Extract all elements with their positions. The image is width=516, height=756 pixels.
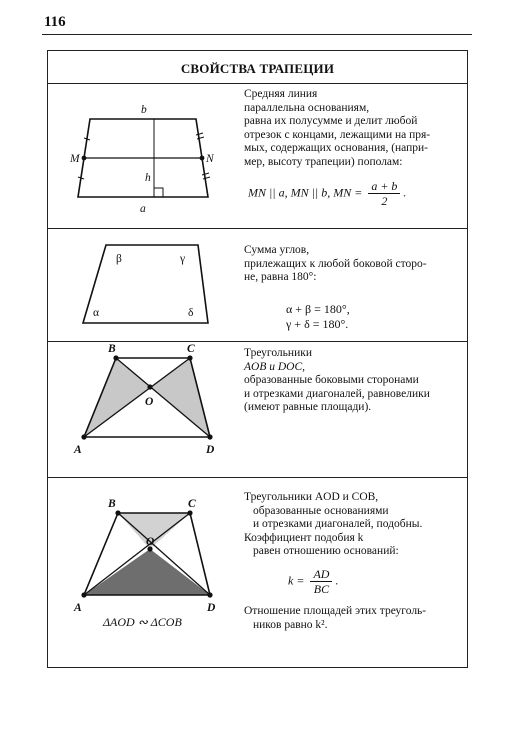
similar-text <box>244 491 422 559</box>
angles-line: прилежащих к любой боковой сторо- <box>244 257 427 270</box>
similar-line: образованные основаниями <box>253 504 389 517</box>
equal-area-line: образованные боковыми сторонами <box>244 374 419 387</box>
equal-area-triangles-figure <box>48 341 248 469</box>
coefficient-line: равен отношению оснований: <box>253 545 399 558</box>
coefficient-heading: Коэффициент подобия k <box>244 531 364 544</box>
point-o <box>147 384 152 389</box>
midline-line: параллельна основаниям, <box>244 101 370 114</box>
properties-box <box>47 50 468 668</box>
point-n <box>200 156 205 161</box>
triangle-aob <box>84 358 150 437</box>
formula-end: . <box>335 573 339 588</box>
box-title: СВОЙСТВА ТРАПЕЦИИ <box>180 61 335 76</box>
point-b <box>113 355 118 360</box>
label-o: O <box>146 536 155 548</box>
point-m <box>82 156 87 161</box>
angles-text <box>244 244 427 285</box>
label-b: b <box>141 104 147 116</box>
angles-trapezoid-figure <box>48 235 248 335</box>
area-ratio-line: Отношение площадей этих треуголь- <box>244 605 427 617</box>
parallel-relations: MN || a, MN || b, <box>248 185 331 200</box>
label-a: A <box>74 444 82 456</box>
label-b: B <box>108 343 116 355</box>
midline-line: мых, содержащих основания, (напри- <box>244 142 429 155</box>
label-beta: β <box>116 253 122 265</box>
label-c: C <box>188 498 196 510</box>
midline-lhs: MN = <box>333 185 363 200</box>
label-d: D <box>207 602 216 614</box>
title-rule <box>48 83 467 84</box>
midline-line: отрезок с концами, лежащими на пря- <box>244 128 431 141</box>
point-d <box>207 434 212 439</box>
midline-fraction <box>368 179 400 208</box>
label-a: A <box>74 602 82 614</box>
triangle-names: AOB и DOC, <box>244 360 306 373</box>
midline-formula <box>248 179 406 208</box>
midline-trapezoid-figure <box>48 101 248 221</box>
equation-alpha-beta: α + β = 180°, <box>286 302 350 316</box>
formula-end: . <box>403 185 407 200</box>
label-gamma: γ <box>180 253 186 265</box>
midline-line: мер, высоту трапеции) пополам: <box>244 155 403 168</box>
angles-line: не, равна 180°: <box>244 271 317 284</box>
point-c <box>187 355 192 360</box>
area-ratio-line: ников равно k². <box>253 618 328 631</box>
triangle-aod <box>84 549 210 595</box>
point-d <box>207 592 212 597</box>
k-lhs: k = <box>288 573 305 588</box>
angle-equations <box>286 302 350 332</box>
equal-area-text <box>244 347 430 415</box>
coefficient-formula <box>288 567 338 596</box>
k-numerator: AD <box>310 567 332 582</box>
point-c <box>187 510 192 515</box>
equal-area-heading: Треугольники <box>244 347 312 359</box>
similar-triangles-figure <box>48 477 248 615</box>
equation-gamma-delta: γ + δ = 180°. <box>286 317 349 331</box>
equal-area-line: и отрезками диагоналей, равновелики <box>244 387 430 400</box>
area-ratio-text <box>244 605 426 632</box>
k-denominator: BC <box>313 582 330 596</box>
right-angle-mark <box>154 188 163 197</box>
midline-line: равна их полусумме и делит любой <box>244 115 418 128</box>
fraction-denominator: 2 <box>381 194 388 208</box>
label-m: M <box>70 153 80 165</box>
tick-right-upper-1 <box>196 133 203 135</box>
equal-area-line: (имеют равные площади). <box>244 401 372 414</box>
label-d: D <box>206 444 215 456</box>
angles-heading: Сумма углов, <box>244 244 310 256</box>
similar-heading: Треугольники AOD и COB, <box>244 491 379 503</box>
midline-heading: Средняя линия <box>244 88 318 100</box>
label-c: C <box>187 343 195 355</box>
label-o: O <box>145 396 154 408</box>
label-b: B <box>108 498 116 510</box>
label-alpha: α <box>93 307 100 319</box>
fraction-numerator: a + b <box>368 179 400 194</box>
point-a <box>81 592 86 597</box>
label-a: a <box>140 203 146 215</box>
label-n: N <box>206 153 214 165</box>
triangle-doc <box>150 358 210 437</box>
midline-text <box>244 88 430 170</box>
similar-line: и отрезками диагоналей, подобны. <box>253 518 423 531</box>
k-fraction <box>310 567 332 596</box>
header-rule <box>42 34 472 35</box>
similarity-statement: ΔAOD ∾ ΔCOB <box>103 615 182 629</box>
point-b <box>115 510 120 515</box>
label-h: h <box>145 172 151 184</box>
tick-right-lower-1 <box>202 173 209 175</box>
label-delta: δ <box>188 307 194 319</box>
section-divider <box>48 228 467 229</box>
page-number: 116 <box>44 14 66 30</box>
point-a <box>81 434 86 439</box>
tick-right-lower-2 <box>203 177 210 179</box>
